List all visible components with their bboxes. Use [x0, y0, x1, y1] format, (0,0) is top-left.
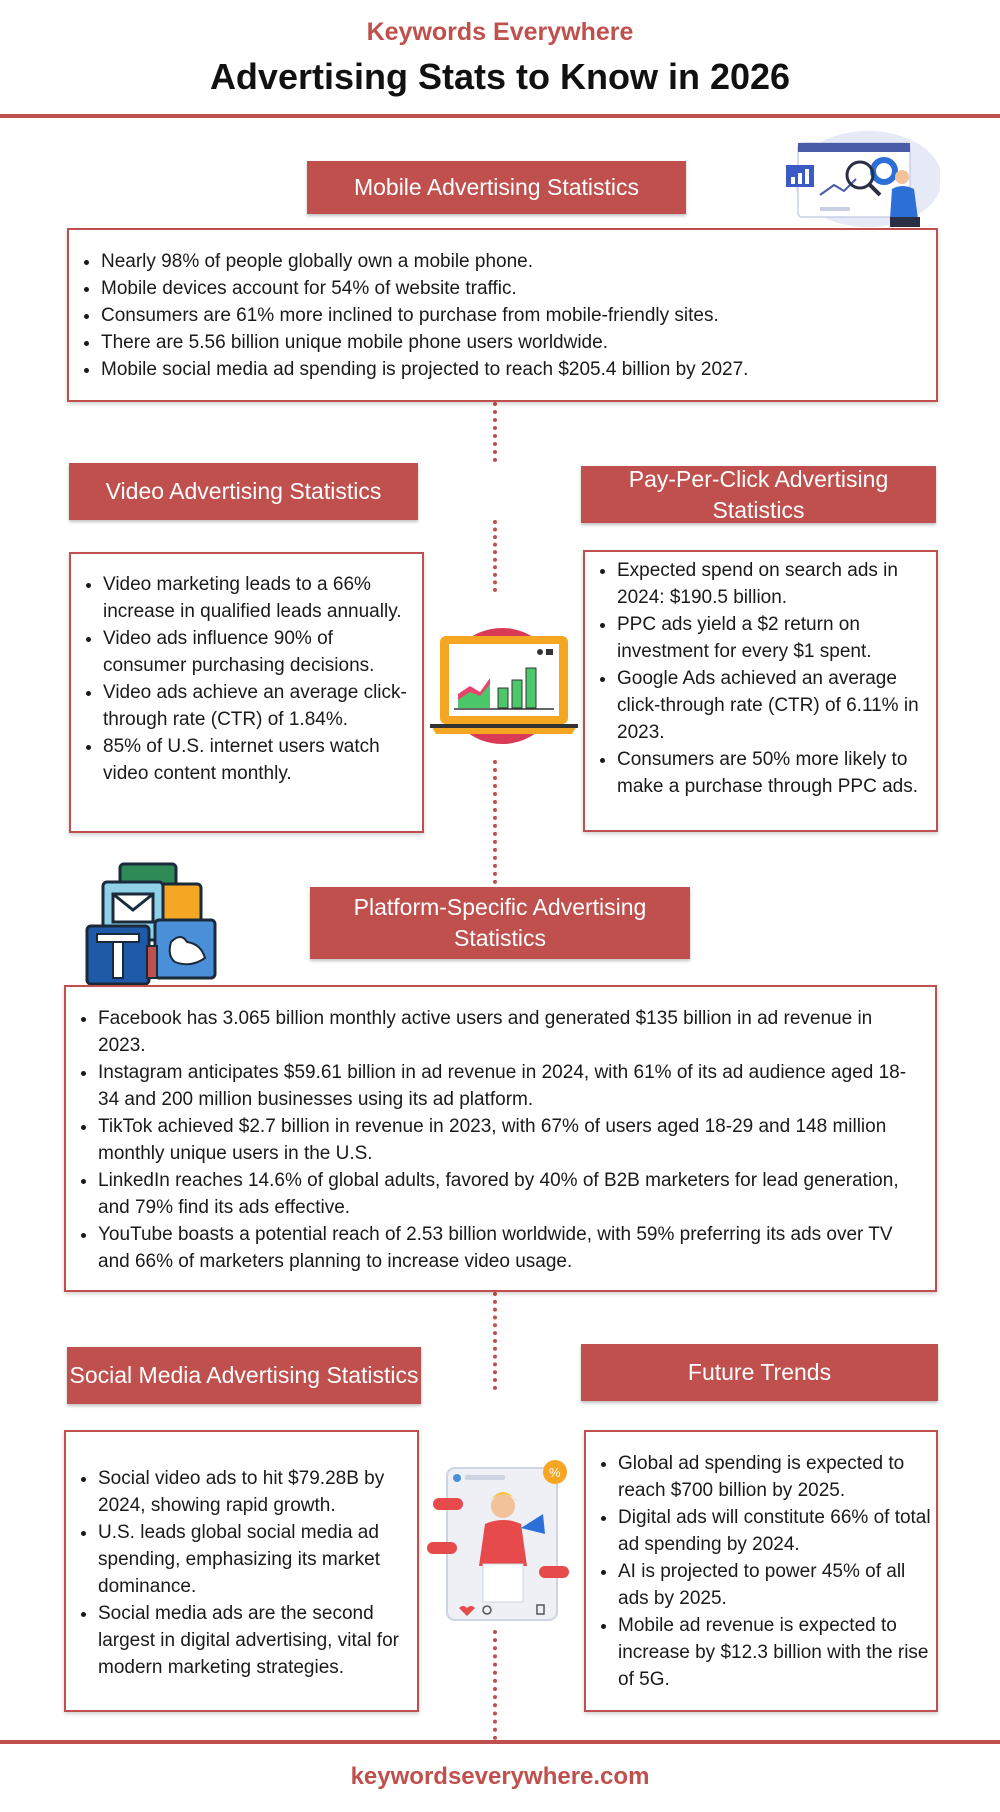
- list-item: • Video ads influence 90% of consumer purchasing decisions.: [103, 625, 412, 679]
- list-item: • Video marketing leads to a 66% increase in qualified leads annually.: [103, 571, 412, 625]
- video-stats-list: [71, 571, 412, 787]
- brand-name: Keywords Everywhere: [366, 18, 634, 46]
- list-item: • U.S. leads global social media ad spending, emphasizing its market dominance.: [98, 1519, 409, 1600]
- ppc-section-title: Pay-Per-Click Advertising Statistics: [581, 466, 936, 523]
- connector-dots: [493, 402, 497, 462]
- social-stats-box: [64, 1430, 419, 1712]
- footer-url: keywordseverywhere.com: [350, 1763, 650, 1790]
- social-stats-list: [66, 1465, 409, 1681]
- list-item: • Consumers are 50% more likely to make a purchase through PPC ads.: [617, 746, 932, 800]
- list-item: • Instagram anticipates $59.61 billion in ad revenue in 2024, with 61% of its ad audience aged 18-34 and 200 million businesses using its ad platform.: [98, 1059, 923, 1113]
- list-item: • Nearly 98% of people globally own a mobile phone.: [101, 248, 936, 275]
- platform-section-title: Platform-Specific Advertising Statistics: [310, 887, 690, 959]
- mobile-section-title: Mobile Advertising Statistics: [307, 161, 686, 214]
- list-item: • LinkedIn reaches 14.6% of global adults, favored by 40% of B2B marketers for lead generation, and 79% find its ads effective.: [98, 1167, 923, 1221]
- video-stats-box: [69, 552, 424, 833]
- list-item: • AI is projected to power 45% of all ads by 2025.: [618, 1558, 932, 1612]
- list-item: • Mobile ad revenue is expected to increase by $12.3 billion with the rise of 5G.: [618, 1612, 932, 1693]
- list-item: • TikTok achieved $2.7 billion in revenue in 2023, with 67% of users aged 18-29 and 148 million monthly unique users in the U.S.: [98, 1113, 923, 1167]
- social-section-title: Social Media Advertising Statistics: [67, 1347, 421, 1404]
- list-item: • Google Ads achieved an average click-through rate (CTR) of 6.11% in 2023.: [617, 665, 932, 746]
- list-item: • Mobile devices account for 54% of website traffic.: [101, 275, 936, 302]
- list-item: • PPC ads yield a $2 return on investment for every $1 spent.: [617, 611, 932, 665]
- list-item: • Social video ads to hit $79.28B by 2024, showing rapid growth.: [98, 1465, 409, 1519]
- connector-dots: [493, 1292, 497, 1390]
- list-item: • There are 5.56 billion unique mobile phone users worldwide.: [101, 329, 936, 356]
- analytics-illustration-icon: [780, 123, 940, 231]
- footer-divider: [0, 1740, 1000, 1744]
- list-item: • Global ad spending is expected to reach $700 billion by 2025.: [618, 1450, 932, 1504]
- svg-text:%: %: [549, 1465, 561, 1480]
- list-item: • Facebook has 3.065 billion monthly active users and generated $135 billion in ad revenue in 2023.: [98, 1005, 923, 1059]
- list-item: • Social media ads are the second largest in digital advertising, vital for modern marketing strategies.: [98, 1600, 409, 1681]
- list-item: • 85% of U.S. internet users watch video content monthly.: [103, 733, 412, 787]
- connector-dots: [493, 760, 497, 884]
- platform-stats-box: [64, 985, 937, 1292]
- ppc-stats-box: [583, 550, 938, 832]
- future-stats-box: [584, 1430, 938, 1712]
- platform-stats-list: [66, 1005, 923, 1275]
- future-section-title: Future Trends: [581, 1344, 938, 1401]
- list-item: • Expected spend on search ads in 2024: $190.5 billion.: [617, 557, 932, 611]
- future-stats-list: [586, 1450, 932, 1693]
- mobile-stats-list: [69, 248, 936, 383]
- list-item: • Digital ads will constitute 66% of total ad spending by 2024.: [618, 1504, 932, 1558]
- list-item: • Consumers are 61% more inclined to purchase from mobile-friendly sites.: [101, 302, 936, 329]
- page-title: Advertising Stats to Know in 2026: [209, 56, 791, 97]
- list-item: • YouTube boasts a potential reach of 2.53 billion worldwide, with 59% preferring its ads over TV and 66% of marketers planning to increase video usage.: [98, 1221, 923, 1275]
- list-item: • Video ads achieve an average click-through rate (CTR) of 1.84%.: [103, 679, 412, 733]
- connector-dots: [493, 1630, 497, 1740]
- mobile-stats-box: [67, 228, 938, 402]
- header-divider: [0, 114, 1000, 118]
- list-item: • Mobile social media ad spending is projected to reach $205.4 billion by 2027.: [101, 356, 936, 383]
- connector-dots: [493, 520, 497, 592]
- social-phone-illustration-icon: [425, 1458, 575, 1628]
- ppc-stats-list: [585, 557, 932, 800]
- video-section-title: Video Advertising Statistics: [69, 463, 418, 520]
- social-apps-icon: [85, 858, 220, 988]
- laptop-chart-icon: [428, 612, 580, 754]
